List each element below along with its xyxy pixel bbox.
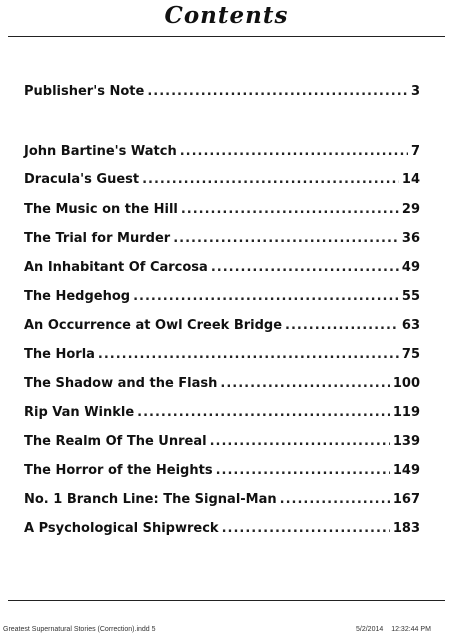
dot-leader — [147, 82, 408, 102]
toc-entry — [24, 432, 420, 452]
dot-leader — [211, 258, 399, 278]
toc-entry-title: Publisher's Note — [24, 84, 145, 99]
toc-entry-title: The Horla — [24, 347, 95, 362]
dot-leader — [216, 461, 390, 481]
toc-entry — [24, 345, 420, 365]
footer-timestamp — [356, 626, 431, 633]
dot-leader — [210, 432, 390, 452]
toc-entry-page: 55 — [401, 289, 420, 304]
toc-entry-page: 36 — [401, 231, 420, 246]
toc-entry — [24, 374, 420, 394]
toc-entry — [24, 490, 420, 510]
toc-entry-page: 63 — [401, 318, 420, 333]
toc-entry — [24, 142, 420, 162]
toc-entry-title: A Psychological Shipwreck — [24, 521, 219, 536]
toc-entry-page: 119 — [392, 405, 420, 420]
toc-entry-title: John Bartine's Watch — [24, 144, 177, 159]
footer-filename: Greatest Supernatural Stories (Correction).indd 5 — [3, 626, 156, 633]
dot-leader — [222, 519, 390, 539]
toc-entry — [24, 287, 420, 307]
toc-entry-page: 139 — [392, 434, 420, 449]
toc-entry-title: The Hedgehog — [24, 289, 131, 304]
toc-entry-title: The Horror of the Heights — [24, 463, 213, 478]
toc-entry-title: No. 1 Branch Line: The Signal-Man — [24, 492, 277, 507]
toc-entry-page: 183 — [392, 521, 420, 536]
dot-leader — [133, 287, 399, 307]
dot-leader — [285, 316, 399, 336]
toc-entry-title: Dracula's Guest — [24, 172, 140, 187]
dot-leader — [280, 490, 390, 510]
toc-entry-title: The Trial for Murder — [24, 231, 171, 246]
footer-date: 5/2/2014 — [356, 626, 384, 633]
dot-leader — [137, 403, 390, 423]
toc-entry — [24, 519, 420, 539]
toc-entry — [24, 82, 420, 102]
toc-entry — [24, 461, 420, 481]
toc-entry-page: 75 — [401, 347, 420, 362]
toc-entry — [24, 258, 420, 278]
dot-leader — [98, 345, 399, 365]
toc-entry-title: The Music on the Hill — [24, 202, 178, 217]
footer-divider — [8, 600, 445, 601]
toc-entry — [24, 229, 420, 249]
toc-entry-page: 100 — [392, 376, 420, 391]
toc-entry-title: An Occurrence at Owl Creek Bridge — [24, 318, 283, 333]
toc-entry-page: 29 — [401, 202, 420, 217]
toc-entry — [24, 170, 420, 190]
toc-entry — [24, 403, 420, 423]
toc-entry — [24, 316, 420, 336]
dot-leader — [180, 142, 408, 162]
toc-entry-title: The Shadow and the Flash — [24, 376, 218, 391]
dot-leader — [181, 200, 399, 220]
dot-leader — [173, 229, 399, 249]
page-title: Contents — [164, 2, 289, 29]
toc-entry-page: 7 — [410, 144, 420, 159]
toc-entry-title: An Inhabitant Of Carcosa — [24, 260, 208, 275]
toc-entry-title: The Realm Of The Unreal — [24, 434, 207, 449]
toc-entry-page: 14 — [401, 172, 420, 187]
dot-leader — [220, 374, 389, 394]
table-of-contents — [24, 0, 420, 640]
toc-entry-page: 3 — [410, 84, 420, 99]
toc-entry-title: Rip Van Winkle — [24, 405, 135, 420]
toc-entry — [24, 200, 420, 220]
footer-time: 12:32:44 PM — [391, 626, 431, 633]
toc-entry-page: 149 — [392, 463, 420, 478]
dot-leader — [142, 170, 399, 190]
toc-entry-page: 49 — [401, 260, 420, 275]
toc-entry-page: 167 — [392, 492, 420, 507]
